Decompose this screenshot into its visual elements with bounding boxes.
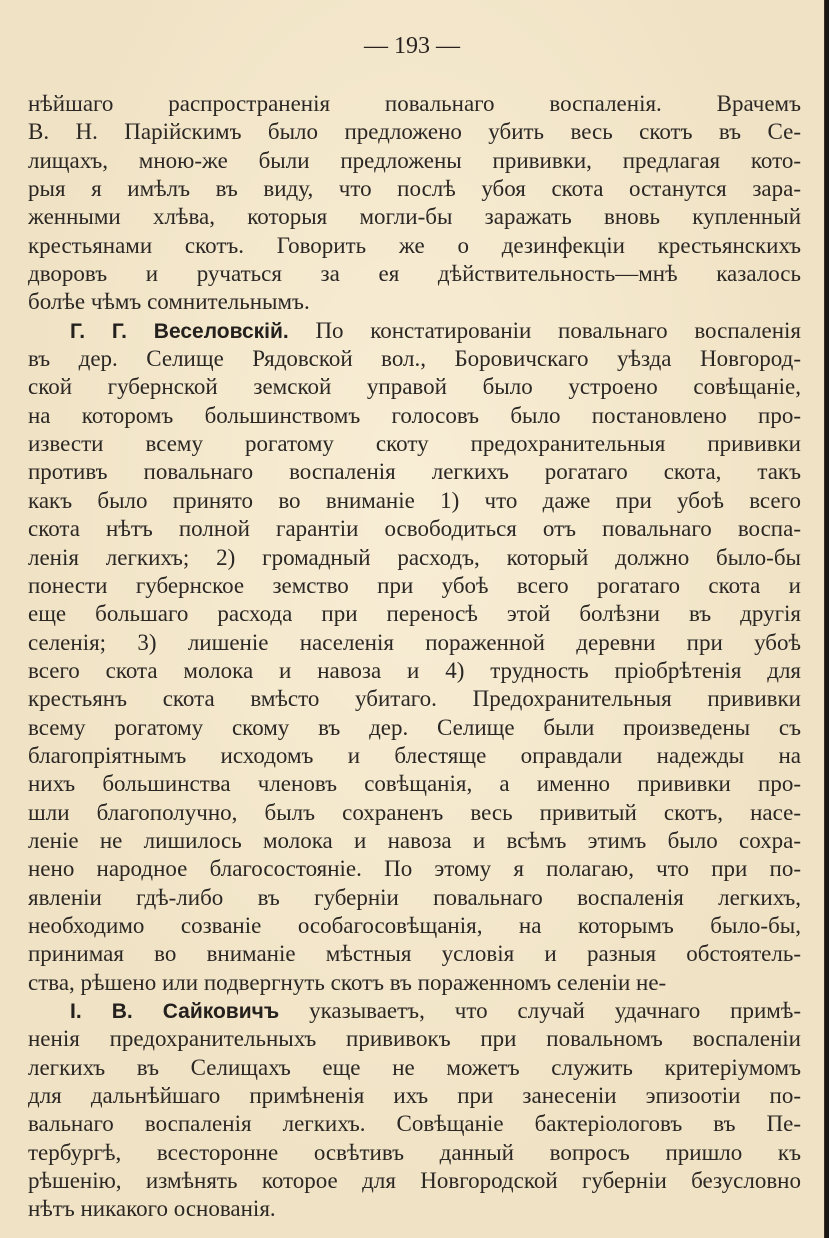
text-line: женными хлѣва, которыя могли-бы заражать вновь купленный bbox=[28, 204, 801, 230]
paragraph-continuation bbox=[28, 90, 801, 317]
text-line: крестьянъ скота вмѣсто убитаго. Предохранительныя прививки bbox=[28, 686, 801, 712]
text-line: какъ было принято во вниманіе 1) что даже при убоѣ всего bbox=[28, 487, 801, 513]
paragraph-saykovich bbox=[28, 997, 801, 1224]
text-line: рыя я имѣлъ въ виду, что послѣ убоя скота останутся зара- bbox=[28, 176, 801, 202]
text-run: указываетъ, что случай удачнаго примѣ- bbox=[309, 998, 801, 1023]
page-number: — 193 — bbox=[364, 33, 460, 59]
text-line: шли благополучно, былъ сохраненъ весь привитый скотъ, насе- bbox=[28, 799, 801, 825]
text-line: В. Н. Парійскимъ было предложено убить весь скотъ въ Се- bbox=[28, 119, 801, 145]
text-line: всему рогатому скому въ дер. Селище были произведены съ bbox=[28, 714, 801, 740]
text-line: рѣшенію, измѣнять которое для Новгородской губерніи безусловно bbox=[28, 1168, 801, 1194]
text-line: на которомъ большинствомъ голосовъ было постановлено про- bbox=[28, 402, 801, 428]
text-line: явленіи гдѣ-либо въ губерніи повальнаго воспаленія легкихъ, bbox=[28, 884, 801, 910]
paragraph-first-line bbox=[28, 317, 801, 345]
text-line: ленія легкихъ; 2) громадный расходъ, который должно было-бы bbox=[28, 544, 801, 570]
text-line: понести губернское земство при убоѣ всего рогатаго скота и bbox=[28, 572, 801, 598]
text-line: принимая во вниманіе мѣстныя условія и разныя обстоятель- bbox=[28, 941, 801, 967]
text-line: благопріятнымъ исходомъ и блестяще оправдали надежды на bbox=[28, 742, 801, 768]
text-line: ства, рѣшено или подвергнуть скотъ въ пораженномъ селеніи не- bbox=[28, 969, 667, 995]
text-line: въ дер. Селище Рядовской вол., Боровичскаго уѣзда Новгород- bbox=[28, 346, 801, 372]
body-text bbox=[28, 90, 801, 1224]
paragraph-first-line bbox=[28, 997, 801, 1025]
text-line: болѣе чѣмъ сомнительнымъ. bbox=[28, 289, 310, 315]
text-line: всего скота молока и навоза и 4) трудность пріобрѣтенія для bbox=[28, 657, 801, 683]
text-line: дворовъ и ручаться за ея дѣйствительность—мнѣ казалось bbox=[28, 261, 801, 287]
text-line: для дальнѣйшаго примѣненія ихъ при занесеніи эпизоотіи по- bbox=[28, 1083, 801, 1109]
text-line: ской губернской земской управой было устроено совѣщаніе, bbox=[28, 374, 801, 400]
text-line: нихъ большинства членовъ совѣщанія, а именно прививки про- bbox=[28, 771, 801, 797]
text-line: легкихъ въ Селищахъ еще не можетъ служить критеріумомъ bbox=[28, 1054, 801, 1080]
text-line: скота нѣтъ полной гарантіи освободиться отъ повальнаго воспа- bbox=[28, 516, 801, 542]
text-line: леніе не лишилось молока и навоза и всѣмъ этимъ было сохра- bbox=[28, 827, 801, 853]
speaker-name: Г. Г. Веселовскій. bbox=[70, 319, 289, 343]
text-line: тербургѣ, всесторонне освѣтивъ данный вопросъ пришло къ bbox=[28, 1139, 801, 1165]
text-run: По констатированіи повальнаго воспаленія bbox=[315, 317, 801, 343]
speaker-name: І. В. Сайковичъ bbox=[70, 1000, 280, 1023]
text-line: нѣйшаго распространенія повальнаго воспаленія. Врачемъ bbox=[28, 91, 801, 116]
text-line: необходимо созваніе особагосовѣщанія, на которымъ было-бы, bbox=[28, 912, 801, 938]
text-line: селенія; 3) лишеніе населенія пораженной деревни при убоѣ bbox=[28, 629, 801, 655]
text-line: нено народное благосостояніе. По этому я полагаю, что при по- bbox=[28, 856, 801, 882]
paragraph-veselovsky bbox=[28, 317, 801, 997]
text-line: крестьянами скотъ. Говорить же о дезинфекціи крестьянскихъ bbox=[28, 232, 801, 258]
text-line: вальнаго воспаленія легкихъ. Совѣщаніе бактеріологовъ въ Пе- bbox=[28, 1111, 801, 1137]
text-line: ненія предохранительныхъ прививокъ при повальномъ воспаленіи bbox=[28, 1026, 801, 1052]
text-line: лищахъ, мною-же были предложены прививки, предлагая кото- bbox=[28, 147, 801, 173]
text-line: еще большаго расхода при переносѣ этой болѣзни въ другія bbox=[28, 601, 801, 627]
text-line: противъ повальнаго воспаленія легкихъ рогатаго скота, такъ bbox=[28, 459, 801, 485]
text-line: извести всему рогатому скоту предохранительныя прививки bbox=[28, 431, 801, 457]
text-line: нѣтъ никакого основанія. bbox=[28, 1196, 276, 1222]
